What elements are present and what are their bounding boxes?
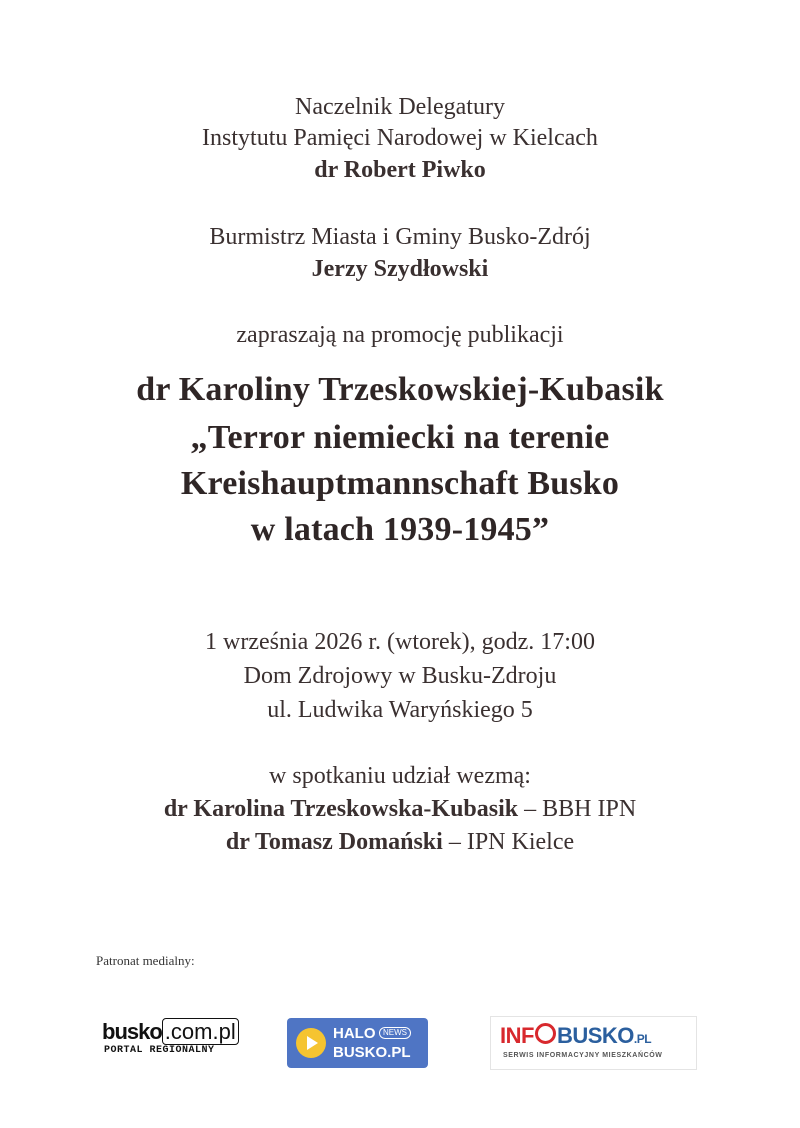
speaker-1-affiliation: – BBH IPN <box>524 796 637 822</box>
event-date: 1 września 2026 r. (wtorek), godz. 17:00 <box>205 629 595 655</box>
play-icon <box>296 1028 326 1058</box>
circle-o-icon <box>535 1023 556 1044</box>
infobusko-busko: BUSKO <box>556 1023 634 1048</box>
halo-logo-bottom: BUSKO.PL <box>333 1044 411 1061</box>
infobusko-pl: .PL <box>633 1032 652 1046</box>
speaker-2-affiliation: – IPN Kielce <box>448 829 575 855</box>
speaker-1 <box>0 794 800 824</box>
speaker-2-name: dr Tomasz Domański <box>225 829 443 855</box>
event-address: ul. Ludwika Waryńskiego 5 <box>267 697 533 723</box>
halo-logo-top: HALO <box>333 1025 376 1042</box>
busko-com-pl-logo[interactable] <box>102 1019 236 1065</box>
mayor-title: Burmistrz Miasta i Gminy Busko-Zdrój <box>209 224 591 250</box>
invite-text: zapraszają na promocję publikacji <box>236 322 564 348</box>
event-venue: Dom Zdrojowy w Busku-Zdroju <box>243 663 557 689</box>
mayor-name: Jerzy Szydłowski <box>311 256 489 282</box>
busko-logo-domain: .com.pl <box>162 1018 239 1045</box>
org-line-1: Naczelnik Delegatury <box>295 94 505 120</box>
org-line-2: Instytutu Pamięci Narodowej w Kielcach <box>202 125 598 151</box>
publication-title-line-1: „Terror niemiecki na terenie <box>190 419 610 456</box>
infobusko-subtitle: SERWIS INFORMACYJNY MIESZKAŃCÓW <box>503 1052 663 1059</box>
media-patronage-label: Patronat medialny: <box>96 953 195 968</box>
speaker-1-name: dr Karolina Trzeskowska-Kubasik <box>163 796 519 822</box>
publication-author: dr Karoliny Trzeskowskiej-Kubasik <box>136 371 664 408</box>
busko-logo-main: busko <box>102 1019 162 1044</box>
infobusko-wordmark <box>500 1023 651 1049</box>
speakers-intro: w spotkaniu udział wezmą: <box>269 763 531 789</box>
busko-logo-wordmark <box>102 1019 239 1045</box>
halo-busko-logo[interactable] <box>287 1018 428 1068</box>
speaker-2 <box>0 827 800 857</box>
publication-title-line-2: Kreishauptmannschaft Busko <box>180 465 620 502</box>
org-head-name: dr Robert Piwko <box>314 157 486 183</box>
infobusko-logo[interactable] <box>490 1016 697 1070</box>
busko-logo-subtitle: PORTAL REGIONALNY <box>104 1045 215 1056</box>
publication-title-line-3: w latach 1939-1945” <box>250 511 550 548</box>
halo-logo-news-badge: NEWS <box>379 1027 411 1039</box>
infobusko-info: INF <box>500 1023 534 1048</box>
